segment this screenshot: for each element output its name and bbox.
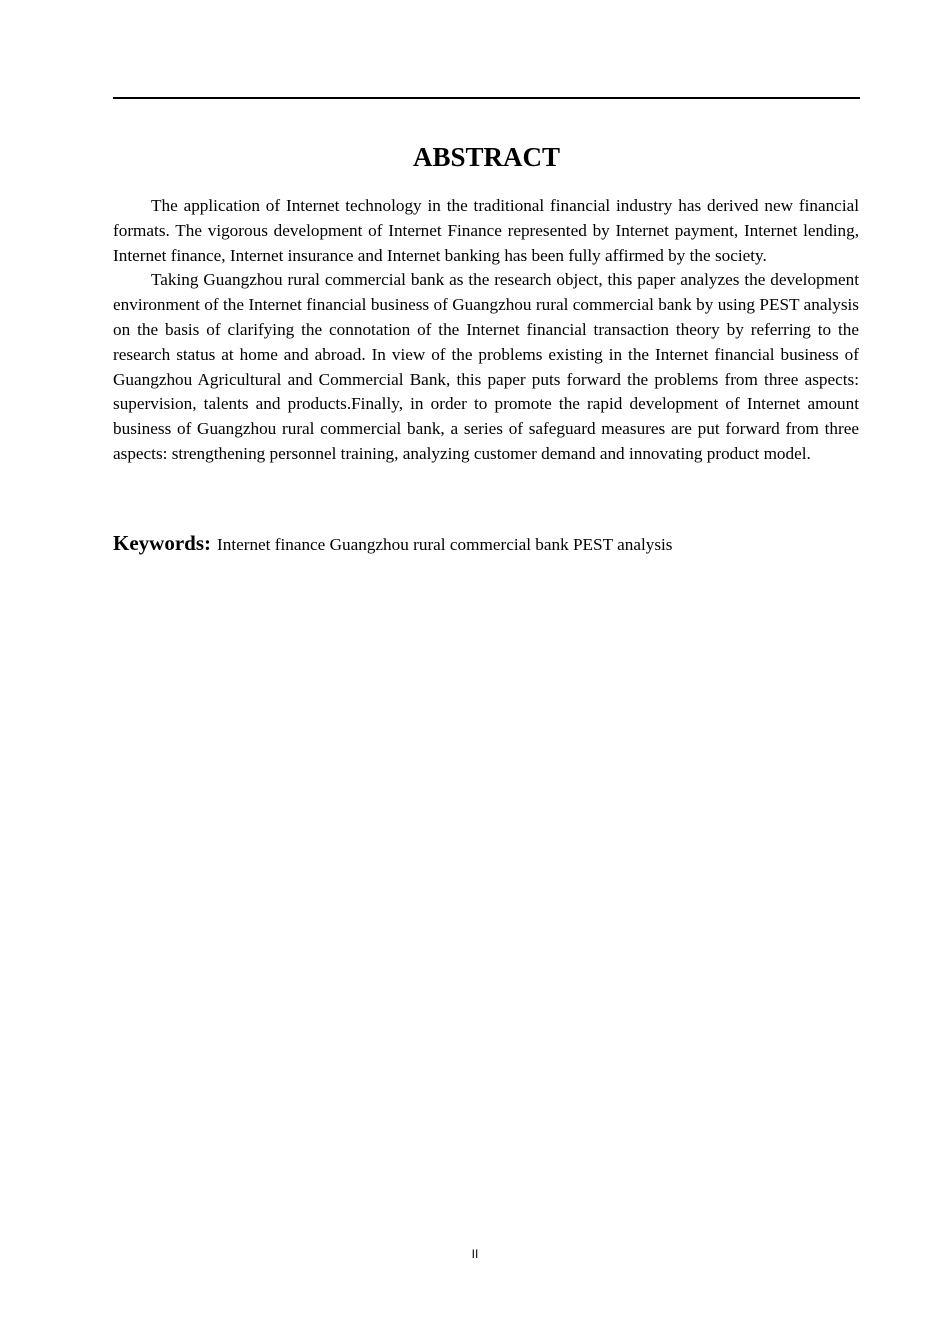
abstract-title: ABSTRACT (412, 142, 561, 172)
abstract-paragraph-2: Taking Guangzhou rural commercial bank as the research object, this paper analyzes the development environment of the Internet financial business of Guangzhou rural commercial bank by using PEST analysis on the basis of clarifying the connotation of the Internet financial transaction theory by referring to the research status at home and abroad. In view of the problems existing in the Internet financial business of Guangzhou Agricultural and Commercial Bank, this paper puts forward the problems from three aspects: supervision, talents and products.Finally, in order to promote the rapid development of Internet amount business of Guangzhou rural commercial bank, a series of safeguard measures are put forward from three aspects: strengthening personnel training, analyzing customer demand and innovating product model. (113, 270, 859, 463)
abstract-paragraph-1: The application of Internet technology in the traditional financial industry has derived new financial formats. The vigorous development of Internet Finance represented by Internet payment, Internet lending, Internet finance, Internet insurance and Internet banking has been fully affirmed by the society. (113, 196, 859, 265)
abstract-body (113, 194, 859, 467)
keywords-line (113, 529, 859, 559)
keywords-text: Internet finance Guangzhou rural commercial bank PEST analysis (217, 535, 673, 554)
page-number: II (471, 1247, 479, 1261)
keywords-label: Keywords: (113, 531, 211, 555)
header-rule (113, 97, 860, 99)
